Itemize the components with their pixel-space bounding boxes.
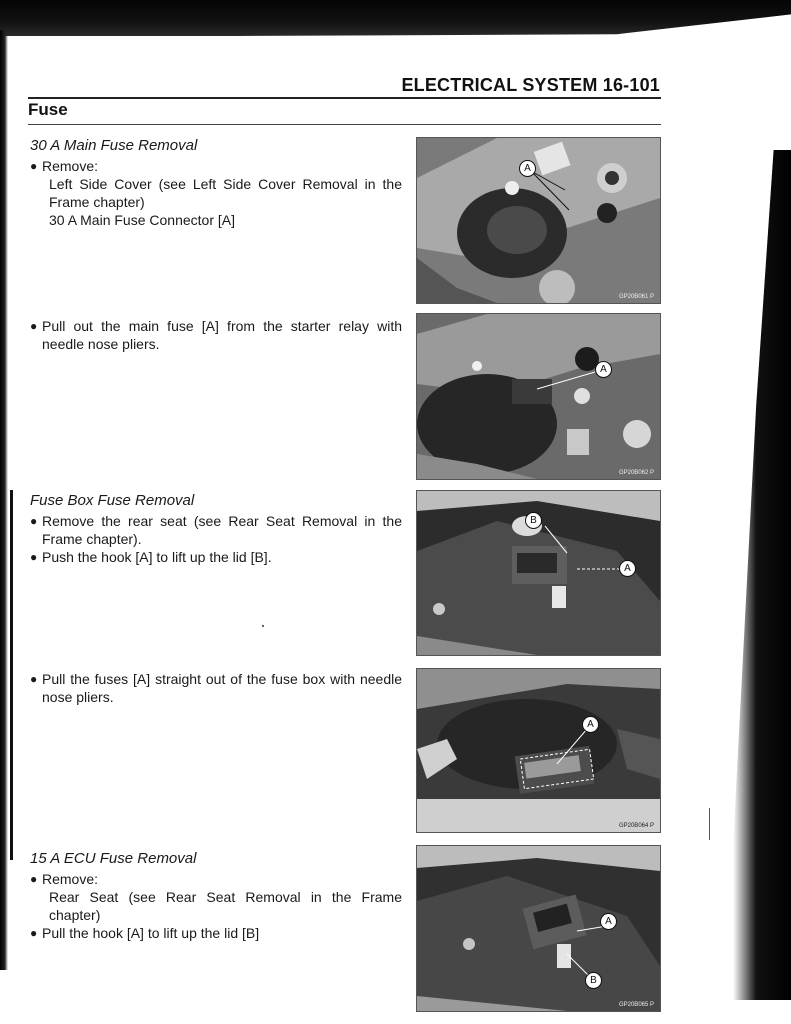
bullet-item bbox=[30, 317, 402, 353]
callout-label: B bbox=[525, 512, 542, 529]
photo-fuse-box-fuses bbox=[416, 668, 661, 833]
scan-top-shadow bbox=[0, 0, 791, 40]
callout-label: A bbox=[595, 361, 612, 378]
bullet-text: Remove: bbox=[42, 158, 99, 174]
callout-label: A bbox=[619, 560, 636, 577]
scan-right-shadow bbox=[733, 150, 791, 1000]
bullet-item bbox=[30, 870, 402, 888]
bullet-item bbox=[30, 924, 402, 942]
fuse-box-removal-block bbox=[30, 491, 402, 566]
figure-code: GP20B065 P bbox=[618, 1002, 654, 1008]
indent-line: Left Side Cover (see Left Side Cover Removal in the Frame chapter) bbox=[49, 176, 402, 210]
bullet-item bbox=[30, 512, 402, 548]
scan-speck bbox=[262, 625, 264, 627]
bullet-text: Pull the fuses [A] straight out of the fuse box with needle nose pliers. bbox=[42, 671, 402, 705]
pull-main-fuse-block bbox=[30, 317, 402, 353]
bullet-text: Pull out the main fuse [A] from the starter relay with needle nose pliers. bbox=[42, 318, 402, 352]
pull-fuses-block bbox=[30, 670, 402, 706]
indent-line: Rear Seat (see Rear Seat Removal in the Frame chapter) bbox=[49, 889, 402, 923]
scan-left-binding-line bbox=[10, 490, 13, 860]
bullet-text: Remove the rear seat (see Rear Seat Removal in the Frame chapter). bbox=[42, 513, 402, 547]
bullet-icon: ● bbox=[30, 872, 38, 886]
photo-main-fuse-connector bbox=[416, 137, 661, 304]
bullet-icon: ● bbox=[30, 159, 38, 173]
photo-illustration bbox=[417, 669, 660, 832]
figure-code: GP20B062 P bbox=[618, 470, 654, 476]
callout-label: A bbox=[519, 160, 536, 177]
scan-mark bbox=[709, 808, 710, 840]
page-header: ELECTRICAL SYSTEM 16-101 bbox=[401, 75, 660, 95]
figure-code: GP20B061 P bbox=[618, 294, 654, 300]
photo-starter-relay bbox=[416, 313, 661, 480]
bullet-item bbox=[30, 157, 402, 175]
section-title: Fuse bbox=[28, 100, 68, 119]
photo-illustration bbox=[417, 846, 660, 1011]
callout-label: A bbox=[582, 716, 599, 733]
bullet-text: Remove: bbox=[42, 871, 99, 887]
bullet-icon: ● bbox=[30, 672, 38, 686]
bullet-icon: ● bbox=[30, 319, 38, 333]
photo-fuse-box-lid bbox=[416, 490, 661, 656]
figure-code: GP20B064 P bbox=[618, 823, 654, 829]
bullet-icon: ● bbox=[30, 514, 38, 528]
bullet-icon: ● bbox=[30, 926, 38, 940]
section-rule bbox=[28, 124, 661, 125]
bullet-item bbox=[30, 548, 402, 566]
bullet-icon: ● bbox=[30, 550, 38, 564]
ecu-fuse-removal-block bbox=[30, 849, 402, 942]
step-heading: 30 A Main Fuse Removal bbox=[30, 137, 198, 154]
scan-left-shadow bbox=[0, 30, 8, 970]
bullet-item bbox=[30, 670, 402, 706]
photo-ecu-fuse-lid bbox=[416, 845, 661, 1012]
main-fuse-removal-block bbox=[30, 136, 402, 229]
indent-line: 30 A Main Fuse Connector [A] bbox=[49, 212, 235, 228]
header-rule bbox=[28, 97, 661, 99]
step-heading: 15 A ECU Fuse Removal bbox=[30, 850, 197, 867]
bullet-text: Push the hook [A] to lift up the lid [B]. bbox=[42, 549, 272, 565]
callout-label: B bbox=[585, 972, 602, 989]
step-heading: Fuse Box Fuse Removal bbox=[30, 492, 195, 509]
callout-label: A bbox=[600, 913, 617, 930]
photo-illustration bbox=[417, 314, 660, 479]
bullet-text: Pull the hook [A] to lift up the lid [B] bbox=[42, 925, 260, 941]
photo-illustration bbox=[417, 138, 660, 303]
